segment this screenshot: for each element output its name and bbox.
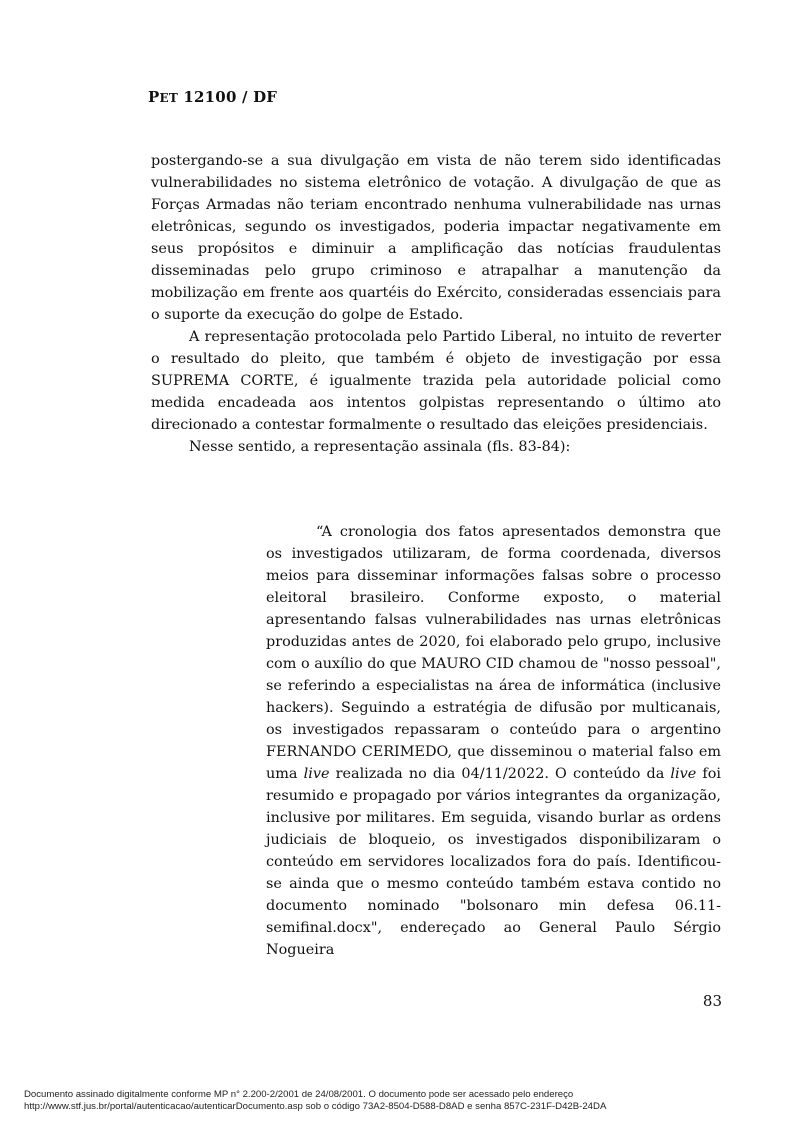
- quote-italic-live-1: live: [303, 766, 330, 782]
- page-header: [148, 88, 277, 106]
- signature-footer: [24, 1089, 784, 1113]
- page-number: 83: [702, 992, 722, 1010]
- paragraph-3: Nesse sentido, a representação assinala (fls. 83-84):: [189, 439, 571, 455]
- quote-paragraph: [266, 521, 721, 961]
- header-title-smallcaps: ET: [159, 91, 178, 105]
- quote-text-1: “A cronologia dos fatos apresentados demonstra que os investigados utilizaram, de forma coordenada, diversos meios para disseminar informações falsas sobre o processo eleitoral brasileiro. Conforme exposto, o material apresentando falsas vulnerabilidades nas urnas eletrônicas produzidas antes de 2020, foi elaborado pelo grupo, inclusive com o auxílio do que MAURO CID chamou de "nosso pessoal", se referindo a especialistas na área de informática (inclusive hackers). Seguindo a estratégia de difusão por multicanais, os investigados repassaram o conteúdo para o argentino FERNANDO CERIMEDO, que disseminou o material falso em uma: [266, 524, 721, 782]
- quote-italic-live-2: live: [670, 766, 697, 782]
- quote-text-3: foi resumido e propagado por vários integrantes da organização, inclusive por militares. Em seguida, visando burlar as ordens judiciais de bloqueio, os investigados disponibilizaram o conteúdo em servidores localizados fora do país. Identificou-se ainda que o mesmo conteúdo também estava contido no documento nominado "bolsonaro min defesa 06.11-semifinal.docx", endereçado ao General Paulo Sérgio Nogueira: [266, 766, 721, 958]
- body-text: [151, 150, 721, 458]
- block-quote: [266, 521, 721, 961]
- footer-line-1: Documento assinado digitalmente conforme MP n° 2.200-2/2001 de 24/08/2001. O documento pode ser acessado pelo endereço: [24, 1089, 574, 1100]
- quote-text-2: realizada no dia 04/11/2022. O conteúdo da: [329, 766, 671, 782]
- header-title-initial: P: [148, 88, 160, 106]
- footer-line-2[interactable]: http://www.stf.jus.br/portal/autenticacao/autenticarDocumento.asp sob o código 73A2-8504-D588-D8AD e senha 857C-231F-D42B-24DA: [24, 1101, 607, 1112]
- paragraph-2: A representação protocolada pelo Partido Liberal, no intuito de reverter o resultado do pleito, que também é objeto de investigação por essa SUPREMA CORTE, é igualmente trazida pela autoridade policial como medida encadeada aos intentos golpistas representando o último ato direcionado a contestar formalmente o resultado das eleições presidenciais.: [151, 329, 721, 433]
- paragraph-1: postergando-se a sua divulgação em vista de não terem sido identificadas vulnerabilidades no sistema eletrônico de votação. A divulgação de que as Forças Armadas não teriam encontrado nenhuma vulnerabilidade nas urnas eletrônicas, segundo os investigados, poderia impactar negativamente em seus propósitos e diminuir a amplificação das notícias fraudulentas disseminadas pelo grupo criminoso e atrapalhar a manutenção da mobilização em frente aos quartéis do Exército, consideradas essenciais para o suporte da execução do golpe de Estado.: [151, 153, 721, 323]
- header-title-number: 12100 / DF: [177, 88, 278, 106]
